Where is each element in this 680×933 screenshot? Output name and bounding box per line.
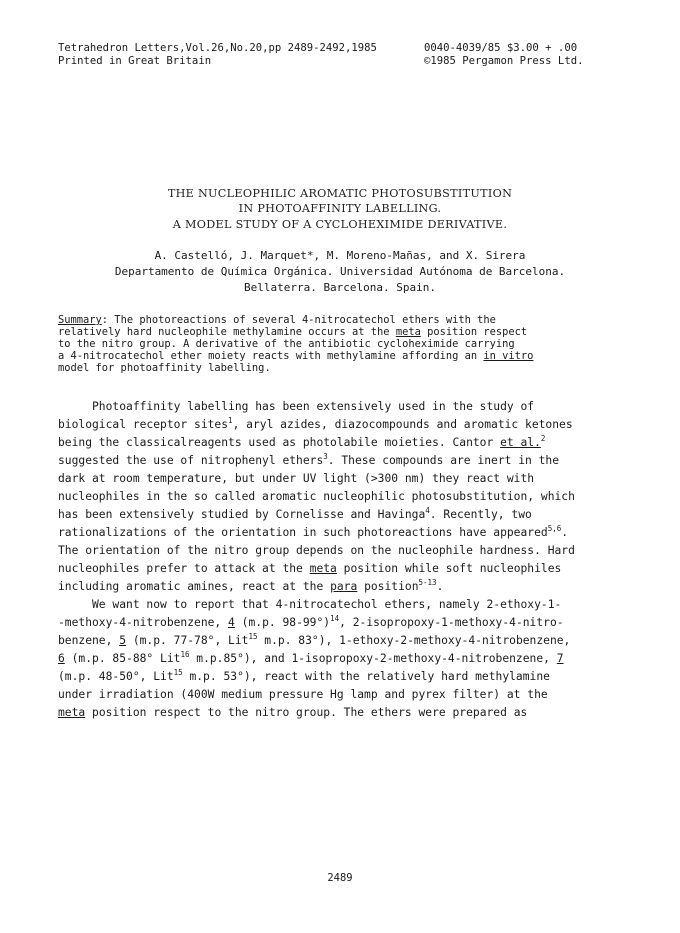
copyright-note: ©1985 Pergamon Press Ltd. <box>424 55 584 67</box>
price-code: 0040-4039/85 $3.00 + .00 <box>424 42 578 54</box>
affiliation-line-1: Departamento de Química Orgánica. Universidad Autónoma de Barcelona. <box>114 265 566 278</box>
summary-label: Summary <box>58 314 102 326</box>
affiliation-line-2: Bellaterra. Barcelona. Spain. <box>243 281 437 294</box>
page-number: 2489 <box>327 872 353 884</box>
printed-note: Printed in Great Britain <box>58 55 212 67</box>
journal-citation: Tetrahedron Letters,Vol.26,No.20,pp 2489-2492,1985 <box>58 42 377 54</box>
title-line-3: A MODEL STUDY OF A CYCLOHEXIMIDE DERIVATIVE. <box>172 218 508 231</box>
title-line-2: IN PHOTOAFFINITY LABELLING. <box>238 202 442 215</box>
author-list: A. Castelló, J. Marquet*, M. Moreno-Mañas, and X. Sirera <box>154 249 526 262</box>
title-line-1: THE NUCLEOPHILIC AROMATIC PHOTOSUBSTITUTION <box>167 187 513 200</box>
